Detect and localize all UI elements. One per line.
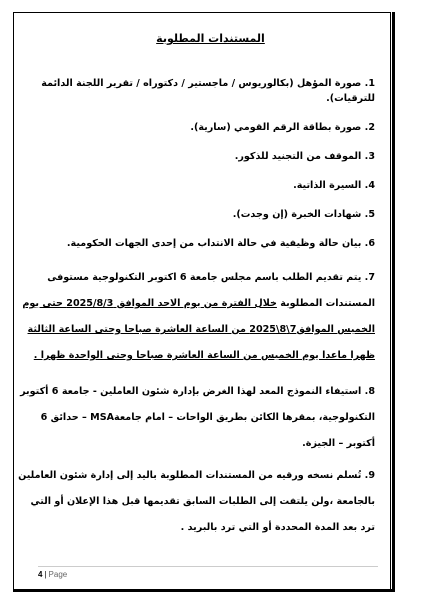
page-footer [38, 570, 67, 579]
document-title [0, 32, 421, 45]
item-text: السيرة الذاتية. [293, 180, 362, 191]
item-number: 9. [364, 470, 375, 481]
list-item-9 [17, 463, 375, 541]
list-item-3 [17, 149, 375, 164]
item-number: 3. [364, 151, 375, 162]
item-number: 4. [364, 180, 375, 191]
item-text: صورة المؤهل (بكالوريوس / ماجستير / دكتوراه / تقرير اللجنة الدائمة للترقيات). [41, 78, 375, 104]
item-number: 8. [364, 386, 375, 397]
page-number: 4 [38, 570, 43, 579]
item-text: شهادات الخبرة (إن وجدت). [232, 209, 362, 220]
item-number: 7. [364, 272, 375, 283]
item-text: يتم تقديم الطلب باسم مجلس جامعة 6 اكتوبر التكنولوجية مستوفى المستندات المطلوبة [47, 272, 375, 309]
page-label: Page [48, 570, 68, 579]
item-text: بيان حالة وظيفية في حالة الانتداب من إحدى الجهات الحكومية. [66, 238, 362, 249]
item-text: استيفاء النموذج المعد لهذا الغرض بإدارة شئون العاملين - جامعة 6 أكتوبر التكنولوجية، بمقرها الكائن بطريق الواحات – امام جامعةMSA – حدائق 6 أكتوبر – الجيزة. [20, 386, 375, 449]
page-border-shadow-right [392, 12, 395, 590]
footer-separator: | [44, 570, 47, 579]
item-number: 5. [364, 209, 375, 220]
item-period-text: خلال الفترة من يوم الاحد الموافق 2025/8/3 حتى يوم الخميس الموافق7\8\2025 من الساعة العاشرة صباحا وحتى الساعة الثالثة ظهرا ماعدا يوم الخميس من الساعة العاشرة صباحا وحتى الواحدة ظهرا . [22, 298, 375, 361]
document-title-text: المستندات المطلوبة [156, 32, 265, 45]
list-item-5 [17, 207, 375, 222]
item-text: تُسلم نسخه ورقيه من المستندات المطلوبة باليد إلى إدارة شئون العاملين بالجامعة ،ولن يلتفت إلى الطلبات السابق تقديمها قبل هذا الإعلان أو التي ترد بعد المدة المحددة أو التي ترد بالبريد . [18, 470, 375, 533]
item-number: 1. [364, 78, 375, 89]
list-item-1 [17, 76, 375, 106]
list-item-6 [17, 236, 375, 251]
list-item-7 [17, 265, 375, 369]
item-text: صورة بطاقة الرقم القومي (سارية). [190, 122, 362, 133]
list-item-2 [17, 120, 375, 135]
list-item-4 [17, 178, 375, 193]
list-item-8 [17, 379, 375, 457]
page-border-shadow-bottom [13, 589, 395, 592]
item-number: 2. [364, 122, 375, 133]
item-number: 6. [364, 238, 375, 249]
requirements-list [17, 76, 375, 541]
footer-divider [38, 566, 378, 567]
item-text: الموقف من التجنيد للذكور. [234, 151, 362, 162]
